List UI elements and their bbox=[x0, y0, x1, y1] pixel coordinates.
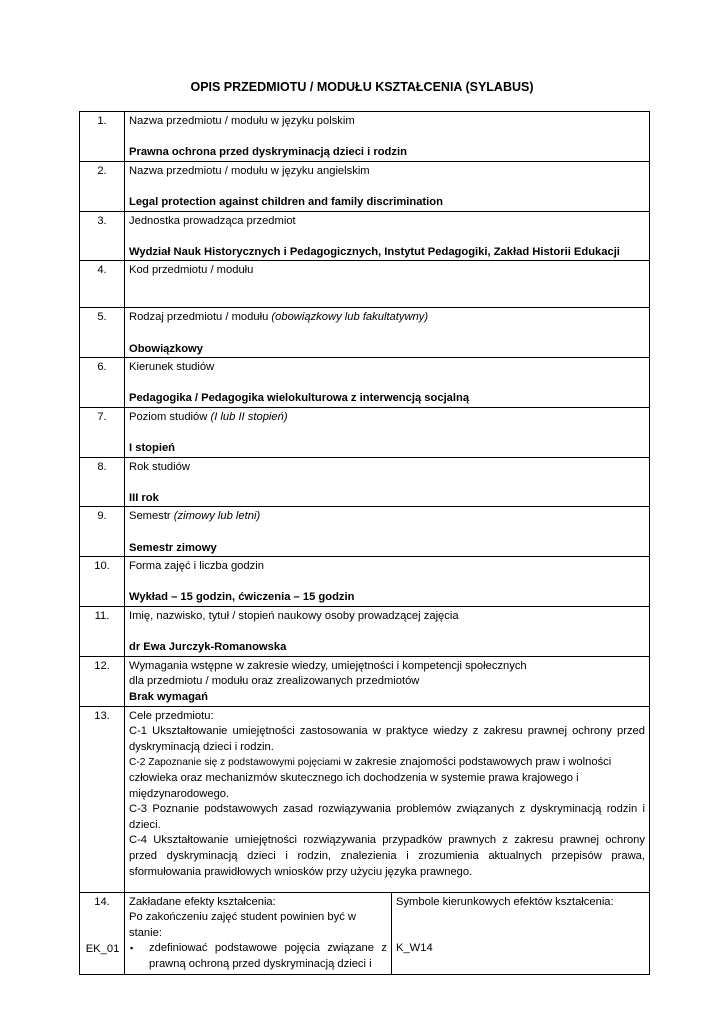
row-label-text: Forma zajęć i liczba godzin bbox=[129, 560, 264, 573]
row-number: 14. bbox=[94, 895, 110, 908]
row-value: Pedagogika / Pedagogika wielokulturowa z interwencją socjalną bbox=[129, 392, 470, 405]
row-label-text: Nazwa przedmiotu / modułu w języku angielskim bbox=[129, 164, 370, 177]
symbols-heading: Symbole kierunkowych efektów kształcenia: bbox=[396, 895, 614, 908]
table-row bbox=[80, 457, 650, 507]
row-content bbox=[125, 407, 650, 457]
row-content bbox=[125, 161, 650, 211]
row-number: 6. bbox=[80, 358, 125, 408]
row-label-hint: (zimowy lub letni) bbox=[173, 510, 261, 523]
row-label bbox=[129, 214, 645, 230]
row-label bbox=[129, 164, 645, 180]
effect-text: zdefiniować podstawowe pojęcia związane z prawną ochroną przed dyskryminacją dzieci i bbox=[149, 942, 387, 970]
table-row bbox=[80, 358, 650, 408]
row-number: 2. bbox=[80, 161, 125, 211]
row-label-text: Semestr bbox=[129, 510, 174, 523]
row-number: 3. bbox=[80, 211, 125, 261]
table-row bbox=[80, 261, 650, 308]
row-number: 5. bbox=[80, 308, 125, 358]
row-label-text: Kod przedmiotu / modułu bbox=[129, 264, 254, 277]
row-value: Legal protection against children and family discrimination bbox=[129, 195, 443, 208]
row-label-hint: (I lub II stopień) bbox=[210, 410, 288, 423]
row-label bbox=[129, 460, 645, 476]
row-number: 11. bbox=[80, 607, 125, 657]
row-number: 13. bbox=[80, 706, 125, 892]
effects-cell bbox=[125, 892, 392, 974]
row-content bbox=[125, 457, 650, 507]
row-number-cell bbox=[80, 892, 125, 974]
row-label-text: Imię, nazwisko, tytuł / stopień naukowy osoby prowadzącej zajęcia bbox=[129, 610, 459, 623]
row-number: 10. bbox=[80, 557, 125, 607]
row-content bbox=[125, 557, 650, 607]
row-label-text: Rok studiów bbox=[129, 460, 190, 473]
row-number: 1. bbox=[80, 112, 125, 162]
row-value: III rok bbox=[129, 491, 159, 504]
row-label bbox=[129, 410, 645, 426]
row-label bbox=[129, 360, 645, 376]
row-number: 7. bbox=[80, 407, 125, 457]
row-number: 12. bbox=[80, 656, 125, 706]
table-row-12 bbox=[80, 656, 650, 706]
row-value: I stopień bbox=[129, 442, 175, 455]
row-value: Semestr zimowy bbox=[129, 541, 217, 554]
list-item bbox=[130, 941, 387, 972]
row-label-text: Nazwa przedmiotu / modułu w języku polskim bbox=[129, 115, 355, 127]
row-content bbox=[125, 211, 650, 261]
syllabus-table bbox=[79, 111, 650, 975]
table-row-13 bbox=[80, 706, 650, 892]
row-number: 8. bbox=[80, 457, 125, 507]
objective-c3: C-3 Poznanie podstawowych zasad rozwiązywania problemów związanych z dyskryminacją rodzin i dzieci. bbox=[129, 803, 646, 831]
row-label bbox=[129, 509, 645, 525]
row-content bbox=[125, 507, 650, 557]
row-label-line1: Wymagania wstępne w zakresie wiedzy, umiejętności i kompetencji społecznych bbox=[129, 659, 527, 672]
row-value: Wykład – 15 godzin, ćwiczenia – 15 godzin bbox=[129, 591, 355, 604]
row-value: Obowiązkowy bbox=[129, 342, 203, 355]
row-content bbox=[125, 112, 650, 162]
objective-c2 bbox=[129, 755, 645, 802]
effect-code: EK_01 bbox=[85, 942, 120, 955]
row-number: 4. bbox=[80, 261, 125, 308]
row-label bbox=[129, 263, 645, 279]
row-label-text: Poziom studiów bbox=[129, 410, 211, 423]
row-label bbox=[129, 114, 645, 130]
table-row bbox=[80, 211, 650, 261]
row-content bbox=[125, 607, 650, 657]
row-number: 9. bbox=[80, 507, 125, 557]
row-label-text: Kierunek studiów bbox=[129, 361, 215, 374]
row-label bbox=[129, 559, 645, 575]
table-row bbox=[80, 407, 650, 457]
table-row bbox=[80, 161, 650, 211]
effects-list bbox=[129, 941, 387, 972]
objective-c4: C-4 Ukształtowanie umiejętności rozwiązywania przypadków prawnych z zakresu prawnej ochrony przed dyskryminacją dzieci i rodzin, znalezienia i zrozumienia aktualnych przepisów prawa, sformułowania prawidłowych wniosków przy użyciu języka prawnego. bbox=[129, 834, 646, 878]
objective-c2-prefix: C-2 Zapoznanie się z podstawowymi pojęciami bbox=[129, 757, 341, 769]
effects-heading: Zakładane efekty kształcenia: bbox=[129, 895, 276, 908]
row-label-hint: (obowiązkowy lub fakultatywny) bbox=[271, 311, 429, 324]
row-label-text: Rodzaj przedmiotu / modułu bbox=[129, 311, 272, 324]
symbol-code: K_W14 bbox=[396, 942, 433, 955]
row-label-line2: dla przedmiotu / modułu oraz zrealizowanych przedmiotów bbox=[129, 675, 420, 688]
objective-c1: C-1 Ukształtowanie umiejętności zastosowania w praktyce wiedzy z zakresu prawnej ochrony przed dyskryminacją dzieci i rodzin. bbox=[129, 725, 646, 753]
table-row-14 bbox=[80, 892, 650, 974]
row-value: dr Ewa Jurczyk-Romanowska bbox=[129, 641, 287, 654]
table-row bbox=[80, 112, 650, 162]
row-content bbox=[125, 308, 650, 358]
bullet-icon: ▪ bbox=[130, 943, 134, 954]
effects-subheading: Po zakończeniu zajęć student powinien być w stanie: bbox=[129, 911, 356, 939]
row-value: Brak wymagań bbox=[129, 691, 208, 703]
row-label bbox=[129, 609, 645, 625]
table-row bbox=[80, 507, 650, 557]
table-row bbox=[80, 557, 650, 607]
objective-c2-rest: w zakresie znajomości podstawowych praw i wolności człowieka oraz mechanizmów skutecznego ich dochodzenia w systemie prawa krajowego i międzynarodowego. bbox=[129, 756, 612, 800]
page-title: OPIS PRZEDMIOTU / MODUŁU KSZTAŁCENIA (SYLABUS) bbox=[190, 80, 534, 94]
row-content bbox=[125, 261, 650, 308]
table-row bbox=[80, 607, 650, 657]
table-row bbox=[80, 308, 650, 358]
symbols-cell bbox=[392, 892, 650, 974]
row-label-text: Jednostka prowadząca przedmiot bbox=[129, 214, 296, 227]
objectives-heading: Cele przedmiotu: bbox=[129, 709, 214, 722]
row-content bbox=[125, 358, 650, 408]
row-label bbox=[129, 310, 645, 326]
objectives-content bbox=[125, 706, 650, 892]
row-content bbox=[125, 656, 650, 706]
row-value: Wydział Nauk Historycznych i Pedagogicznych, Instytut Pedagogiki, Zakład Historii Edukacji bbox=[129, 245, 620, 258]
row-value: Prawna ochrona przed dyskryminacją dzieci i rodzin bbox=[129, 146, 407, 159]
